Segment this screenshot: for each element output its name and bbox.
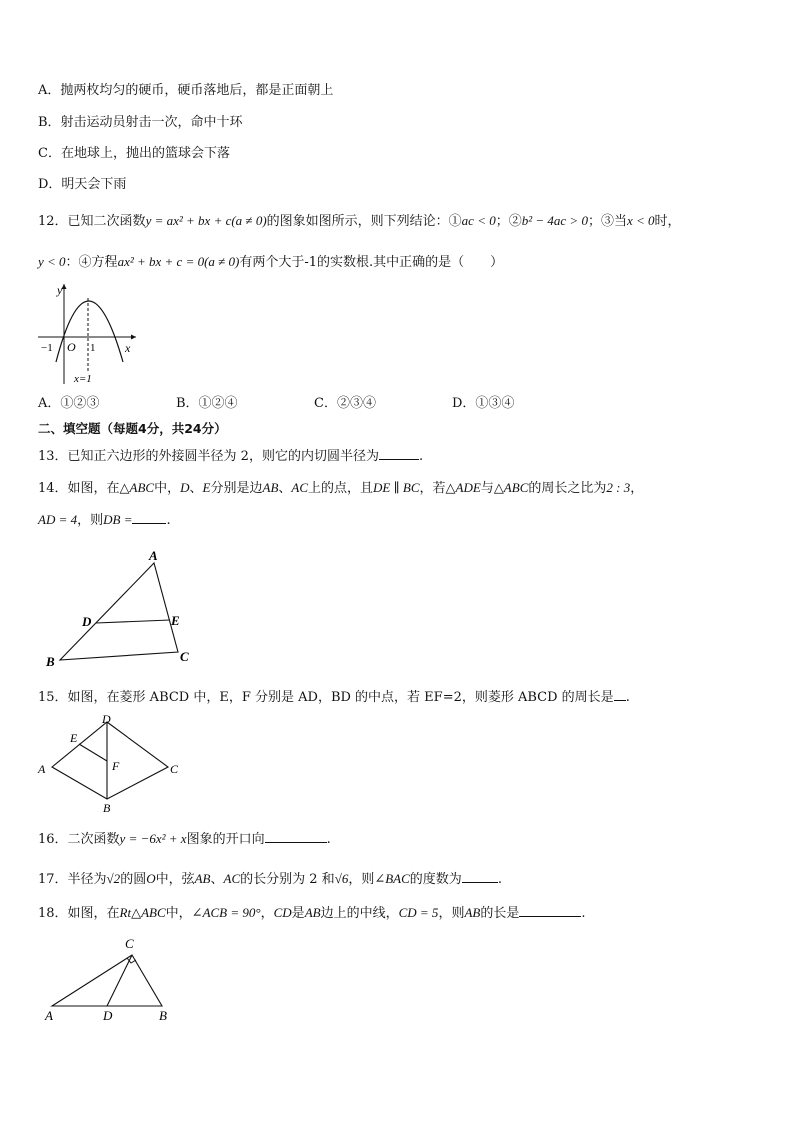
triangle-abc [60, 563, 178, 660]
q17-text: 17．半径为√2的圆O中，弦AB、AC的长分别为 2 和√6，则∠BAC的度数为 . [38, 871, 502, 887]
label-d: D [82, 614, 92, 629]
label-c: C [180, 649, 189, 664]
q12-equation: ax² + bx + c = 0(a ≠ 0) [117, 254, 240, 269]
graph-one-label: 1 [90, 342, 96, 354]
q12-choices [38, 395, 558, 413]
section-fill-in-title: 二、填空题（每题4分，共24分） [38, 421, 227, 436]
q15-answer-blank [614, 687, 626, 701]
q15-rhombus-figure [36, 712, 186, 816]
label-a: A [38, 762, 46, 776]
q18-right-triangle-figure [40, 932, 190, 1024]
q17-answer-blank [462, 869, 498, 883]
q18-text: 18．如图，在Rt△ABC中，∠ACB = 90°，CD是AB边上的中线，CD = 5，则AB的长是 . [38, 905, 586, 921]
q16-text: 16．二次函数y = −6x² + x图象的开口向 . [38, 831, 331, 847]
q14-line-2: AD = 4，则DB = . [38, 512, 171, 528]
q11-option-b: B．射击运动员射击一次，命中十环 [38, 115, 243, 130]
graph-axis-note: x=1 [74, 373, 92, 385]
segment-ef [79, 744, 107, 761]
label-d: D [103, 1008, 113, 1023]
triangle-abc [52, 955, 162, 1006]
q11-option-a: A．抛两枚均匀的硬币，硬币落地后，都是正面朝上 [38, 83, 334, 98]
label-a: A [149, 548, 158, 563]
q13-answer-blank [379, 446, 419, 460]
q11-option-c: C．在地球上，抛出的篮球会下落 [38, 146, 230, 161]
q14-triangle-figure [40, 545, 200, 675]
segment-de [96, 620, 170, 623]
label-b: B [159, 1008, 167, 1023]
graph-x-label: x [125, 341, 131, 355]
graph-y-label: y [57, 283, 63, 297]
q12-parabola-graph [36, 280, 146, 390]
q12-choice-c: C．②③④ [314, 396, 376, 411]
label-e: E [171, 613, 180, 628]
label-e: E [70, 731, 78, 745]
label-c: C [170, 762, 179, 776]
label-b: B [46, 654, 55, 669]
label-d: D [102, 712, 111, 726]
q12-line-1: 12．已知二次函数y = ax² + bx + c(a ≠ 0)的图象如图所示，则下列结论：①ac < 0；②b² − 4ac > 0；③当x < 0时， [38, 213, 681, 229]
q14-answer-blank [132, 510, 166, 524]
q12-choice-d: D．①③④ [452, 396, 515, 411]
label-b: B [103, 801, 111, 815]
q18-answer-blank [519, 903, 581, 917]
graph-neg-one-label: −1 [41, 342, 53, 354]
label-c: C [125, 936, 134, 951]
q16-answer-blank [265, 829, 327, 843]
q13-text: 13．已知正六边形的外接圆半径为 2，则它的内切圆半径为 . [38, 446, 423, 466]
q11-option-d: D．明天会下雨 [38, 177, 127, 192]
q15-text: 15．如图，在菱形 ABCD 中，E，F 分别是 AD，BD 的中点，若 EF=2，则菱形 ABCD 的周长是 . [38, 687, 630, 707]
q12-choice-b: B．①②④ [176, 396, 238, 411]
q12-line-2: y < 0：④方程ax² + bx + c = 0(a ≠ 0)有两个大于-1的实数根.其中正确的是（ ） [38, 254, 504, 270]
label-f: F [112, 759, 120, 773]
label-a: A [45, 1008, 53, 1023]
x-axis-arrow [131, 335, 136, 340]
q12-choice-a: A．①②③ [38, 396, 100, 411]
q14-line-1: 14．如图，在△ABC中，D、E分别是边AB、AC上的点，且DE ∥ BC，若△ADE与△ABC的周长之比为2 : 3， [38, 480, 644, 496]
graph-origin-label: O [67, 340, 76, 354]
q12-function: y = ax² + bx + c(a ≠ 0) [145, 213, 267, 228]
